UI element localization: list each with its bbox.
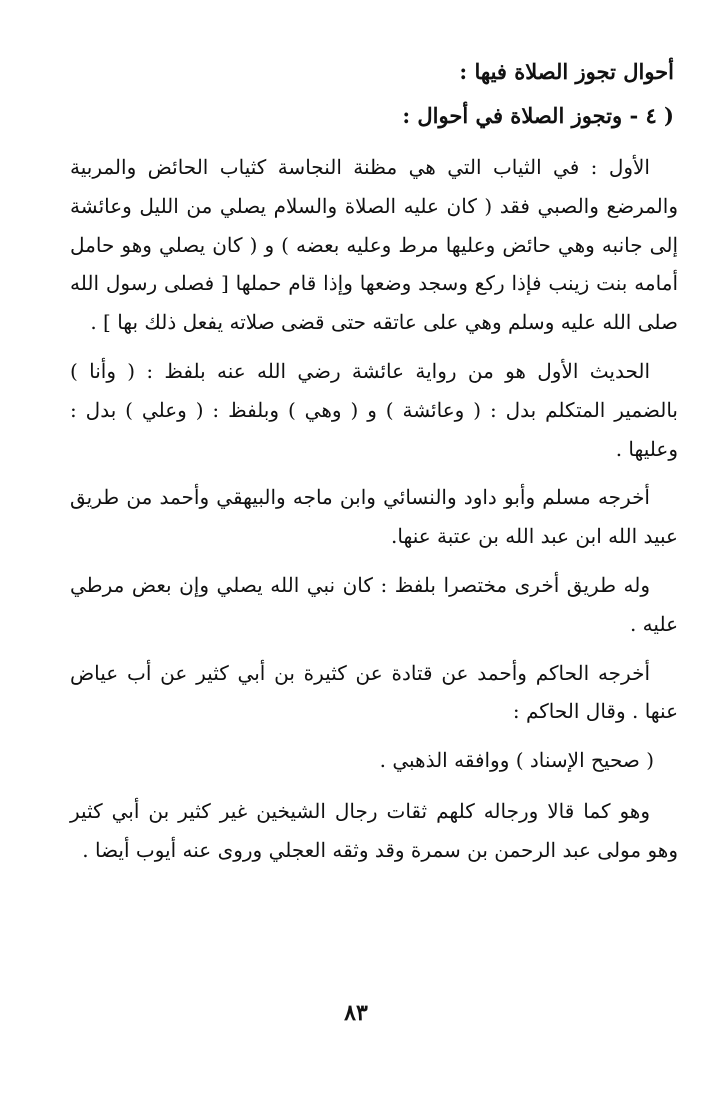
section-subheading: ( ٤ - وتجوز الصلاة في أحوال :: [402, 103, 674, 128]
paragraph-first-case: الأول : في الثياب التي هي مظنة النجاسة كثياب الحائض والمربية والمرضع والصبي فقد ( كان عليه الصلاة والسلام يصلي من الليل وعائشة إلى جانبه وهي حائض وعليها مرط وعليه بعضه ) و ( كان يصلي وهو حامل أمامه بنت زينب فإذا ركع وسجد وضعها وإذا قام حملها [ فصلى رسول الله صلى الله عليه وسلم وهي على عاتقه حتى قضى صلاته يفعل ذلك بها ] .: [70, 155, 679, 335]
paragraph-other-route: وله طريق أخرى مختصرا بلفظ : كان نبي الله يصلي وإن بعض مرطي عليه .: [70, 572, 678, 636]
paragraph-takhrij-hakim: أخرجه الحاكم وأحمد عن قتادة عن كثيرة بن أبي كثير عن أب عياض عنها . وقال الحاكم :: [70, 660, 678, 724]
paragraph-takhrij-muslim: أخرجه مسلم وأبو داود والنسائي وابن ماجه والبيهقي وأحمد من طريق عبيد الله ابن عبد الله بن عتبة عنها.: [70, 485, 678, 549]
paragraph-closing: وهو كما قالا ورجاله كلهم ثقات رجال الشيخين غير كثير بن أبي كثير وهو مولى عبد الرحمن بن سمرة وقد وثقه العجلي وروى عنه أيوب أيضا .: [70, 798, 678, 862]
section-heading: أحوال تجوز الصلاة فيها :: [459, 59, 674, 84]
page-number: ٨٣: [344, 1000, 368, 1026]
paragraph-hadith-aisha: الحديث الأول هو من رواية عائشة رضي الله عنه بلفظ : ( وأنا ) بالضمير المتكلم بدل : ( وعائشة ) و ( وهي ) وبلفظ : ( وعلي ) بدل : وعليها .: [70, 358, 678, 461]
hakim-quote: ( صحيح الإسناد ) ووافقه الذهبي .: [379, 748, 654, 773]
